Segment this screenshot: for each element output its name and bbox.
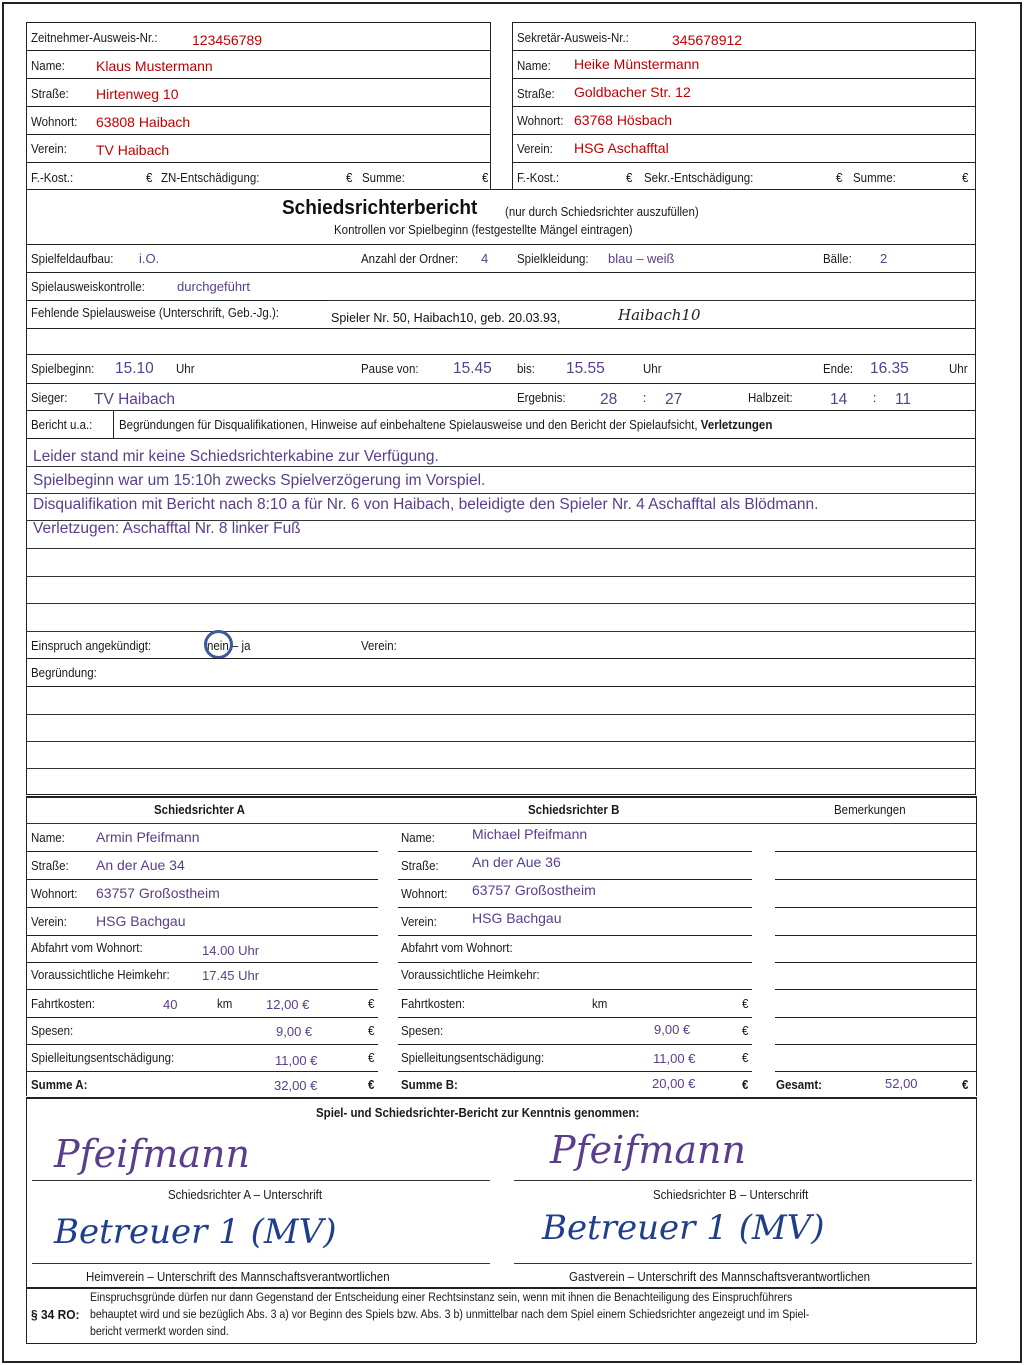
ref-b-fee-label: Spielleitungsentschädigung: [401,1051,545,1065]
ref-b-fee[interactable]: 11,00 € [653,1051,696,1066]
pause-value[interactable]: 15.45 [453,360,492,377]
home-signature-label: Heimverein – Unterschrift des Mannschaftsverantwortlichen [86,1270,390,1284]
ref-a-return[interactable]: 17.45 Uhr [202,968,260,983]
ref-a-fee[interactable]: 11,00 € [275,1053,318,1068]
stewards-value[interactable]: 4 [481,251,489,266]
ref-a-city[interactable]: 63757 Großostheim [96,885,220,901]
report-notes-hint-bold: Verletzungen [700,418,773,432]
referee-b-header: Schiedsrichter B [528,803,620,817]
report-title: Schiedsrichterbericht [282,197,478,219]
ro-text: behauptet wird und sie bezüglich Abs. 3 a) vor Beginn des Spiels bzw. Abs. 3 b) unmittelbar nach dem Spiel einem Schiedsrichter angezeigt und im Spiel- [90,1309,810,1321]
ro-text: bericht vermerkt worden sind. [90,1326,229,1338]
timekeeper-club-label: Verein: [31,142,67,156]
until-value[interactable]: 15.55 [566,360,605,377]
euro-sign: € [742,1078,749,1092]
reason-label: Begründung: [31,666,97,680]
ref-a-street-label: Straße: [31,859,69,873]
ro-label: § 34 RO: [31,1307,80,1322]
guest-signature-label: Gastverein – Unterschrift des Mannschaftsverantwortlichen [569,1270,871,1284]
remarks-header: Bemerkungen [834,803,906,817]
euro-sign: € [742,997,749,1011]
euro-sign: € [368,1078,375,1092]
ref-a-travel[interactable]: 12,00 € [266,997,310,1012]
uhr-label: Uhr [949,362,968,376]
signature-home-official: Betreuer 1 (MV) [54,1212,337,1252]
ref-a-expenses[interactable]: 9,00 € [276,1024,313,1039]
ro-text: Einspruchsgründe dürfen nur dann Gegenstand der Entscheidung einer Rechtsinstanz sein, wenn mit ihnen die Benachteiligung des Einspruchführers [90,1292,793,1304]
report-line[interactable]: Disqualifikation mit Bericht nach 8:10 a für Nr. 6 von Haibach, beleidigte den Spieler Nr. 4 Aschafftal als Blödmann. [33,496,819,513]
result-colon: : [643,391,647,405]
euro-sign: € [146,171,153,185]
ref-a-name-label: Name: [31,831,65,845]
missing-pass-signature: Haibach10 [618,306,701,324]
secretary-club-label: Verein: [517,142,553,156]
protest-label: Einspruch angekündigt: [31,639,152,653]
report-box [26,189,976,795]
ref-b-expenses[interactable]: 9,00 € [654,1022,691,1037]
timekeeper-club-value[interactable]: TV Haibach [96,142,170,158]
halftime-label: Halbzeit: [748,391,793,405]
euro-sign: € [962,1078,969,1092]
ref-a-departure[interactable]: 14.00 Uhr [202,943,260,958]
secretary-id-label: Sekretär-Ausweis-Nr.: [517,31,629,45]
euro-sign: € [346,171,353,185]
balls-label: Bälle: [823,252,852,266]
ref-a-name[interactable]: Armin Pfeifmann [96,829,200,845]
report-title-note: (nur durch Schiedsrichter auszufüllen) [505,205,699,219]
timekeeper-name-label: Name: [31,59,65,73]
uhr-label: Uhr [643,362,662,376]
timekeeper-city-value[interactable]: 63808 Haibach [96,114,191,130]
ref-a-club[interactable]: HSG Bachgau [96,913,186,929]
uhr-label: Uhr [176,362,195,376]
report-line[interactable]: Leider stand mir keine Schiedsrichterkabine zur Verfügung. [33,448,439,465]
ref-b-total-label: Summe B: [401,1078,458,1092]
euro-sign: € [962,171,969,185]
ref-a-fee-label: Spielleitungsentschädigung: [31,1051,175,1065]
secretary-name-label: Name: [517,59,551,73]
ref-a-km-label: km [217,997,233,1011]
report-line[interactable]: Verletzugen: Aschafftal Nr. 8 linker Fuß [33,520,301,537]
ref-b-city-label: Wohnort: [401,887,448,901]
timekeeper-name-value[interactable]: Klaus Mustermann [96,58,213,74]
protest-selection-circle [204,630,233,659]
euro-sign: € [626,171,633,185]
timekeeper-id-value[interactable]: 123456789 [192,32,263,48]
signature-referee-b: Pfeifmann [550,1128,746,1172]
ref-b-name[interactable]: Michael Pfeifmann [472,826,588,842]
secretary-city-value[interactable]: 63768 Hösbach [574,112,673,128]
euro-sign: € [368,997,375,1011]
euro-sign: € [368,1051,375,1065]
ref-b-city[interactable]: 63757 Großostheim [472,882,596,898]
pause-label: Pause von: [361,362,419,376]
start-label: Spielbeginn: [31,362,95,376]
ref-b-expenses-label: Spesen: [401,1024,444,1038]
ref-b-club-label: Verein: [401,915,437,929]
ref-a-total[interactable]: 32,00 € [274,1078,318,1093]
euro-sign: € [742,1051,749,1065]
winner-value[interactable]: TV Haibach [94,391,175,408]
pass-check-value[interactable]: durchgeführt [177,279,250,294]
secretary-street-value[interactable]: Goldbacher Str. 12 [574,84,691,100]
secretary-city-label: Wohnort: [517,114,564,128]
report-notes-label: Bericht u.a.: [31,418,93,432]
secretary-comp-label: Sekr.-Entschädigung: [644,171,754,185]
missing-pass-value[interactable]: Spieler Nr. 50, Haibach10, geb. 20.03.93, [331,311,561,325]
missing-pass-label: Fehlende Spielausweise (Unterschrift, Geb.-Jg.): [31,306,279,320]
field-setup-label: Spielfeldaufbau: [31,252,114,266]
balls-value[interactable]: 2 [880,251,888,266]
ref-b-return-label: Voraussichtliche Heimkehr: [401,968,540,982]
ref-b-street-label: Straße: [401,859,439,873]
timekeeper-fkost-label: F.-Kost.: [31,171,74,185]
kit-label: Spielkleidung: [517,252,589,266]
ref-a-travel-label: Fahrtkosten: [31,997,95,1011]
halftime-home[interactable]: 14 [830,391,848,408]
euro-sign: € [482,171,489,185]
report-subtitle: Kontrollen vor Spielbeginn (festgestellte Mängel eintragen) [334,223,633,237]
timekeeper-city-label: Wohnort: [31,115,78,129]
secretary-name-value[interactable]: Heike Münstermann [574,56,700,72]
stewards-label: Anzahl der Ordner: [361,252,459,266]
report-notes-hint-text: Begründungen für Disqualifikationen, Hinweise auf einbehaltene Spielausweise und den Bericht der Spielaufsicht, [119,418,698,432]
result-home[interactable]: 28 [600,391,618,408]
ref-b-name-label: Name: [401,831,435,845]
secretary-street-label: Straße: [517,87,555,101]
signature-guest-official: Betreuer 1 (MV) [542,1208,825,1248]
grand-total[interactable]: 52,00 [885,1076,918,1091]
ref-b-total[interactable]: 20,00 € [652,1076,696,1091]
timekeeper-sum-label: Summe: [362,171,405,185]
ref-b-km-label: km [592,997,608,1011]
secretary-sum-label: Summe: [853,171,896,185]
timekeeper-street-value[interactable]: Hirtenweg 10 [96,86,179,102]
ref-b-club[interactable]: HSG Bachgau [472,910,562,926]
euro-sign: € [368,1024,375,1038]
kit-value[interactable]: blau – weiß [608,251,675,266]
secretary-fkost-label: F.-Kost.: [517,171,560,185]
ref-a-total-label: Summe A: [31,1078,88,1092]
result-label: Ergebnis: [517,391,566,405]
field-setup-value[interactable]: i.O. [139,251,160,266]
ref-a-expenses-label: Spesen: [31,1024,74,1038]
signature-referee-a: Pfeifmann [54,1132,250,1176]
ref-b-travel-label: Fahrtkosten: [401,997,465,1011]
signatures-heading: Spiel- und Schiedsrichter-Bericht zur Kenntnis genommen: [316,1106,640,1120]
ref-a-street[interactable]: An der Aue 34 [96,857,185,873]
winner-label: Sieger: [31,391,68,405]
secretary-id-value[interactable]: 345678912 [672,32,743,48]
ref-b-street[interactable]: An der Aue 36 [472,854,561,870]
report-notes-hint [119,418,772,432]
referee-b-signature-label: Schiedsrichter B – Unterschrift [653,1188,809,1202]
secretary-club-value[interactable]: HSG Aschafftal [574,140,669,156]
report-line[interactable]: Spielbeginn war um 15:10h zwecks Spielverzögerung im Vorspiel. [33,472,486,489]
ref-a-departure-label: Abfahrt vom Wohnort: [31,941,143,955]
ref-a-km-value[interactable]: 40 [163,997,178,1012]
start-value[interactable]: 15.10 [115,360,154,377]
end-value[interactable]: 16.35 [870,360,909,377]
ref-a-club-label: Verein: [31,915,67,929]
protest-club-label: Verein: [361,639,397,653]
euro-sign: € [836,171,843,185]
ref-a-city-label: Wohnort: [31,887,78,901]
until-label: bis: [517,362,535,376]
pass-check-label: Spielausweiskontrolle: [31,280,145,294]
timekeeper-id-label: Zeitnehmer-Ausweis-Nr.: [31,31,158,45]
referee-a-signature-label: Schiedsrichter A – Unterschrift [168,1188,323,1202]
end-label: Ende: [823,362,854,376]
referee-a-header: Schiedsrichter A [154,803,245,817]
grand-total-label: Gesamt: [776,1078,823,1092]
ref-b-departure-label: Abfahrt vom Wohnort: [401,941,513,955]
result-away[interactable]: 27 [665,391,683,408]
ref-a-return-label: Voraussichtliche Heimkehr: [31,968,170,982]
timekeeper-comp-label: ZN-Entschädigung: [161,171,260,185]
timekeeper-street-label: Straße: [31,87,69,101]
euro-sign: € [742,1024,749,1038]
halftime-away[interactable]: 11 [895,391,912,408]
protest-options[interactable]: nein – ja [207,639,251,653]
halftime-colon: : [873,391,877,405]
